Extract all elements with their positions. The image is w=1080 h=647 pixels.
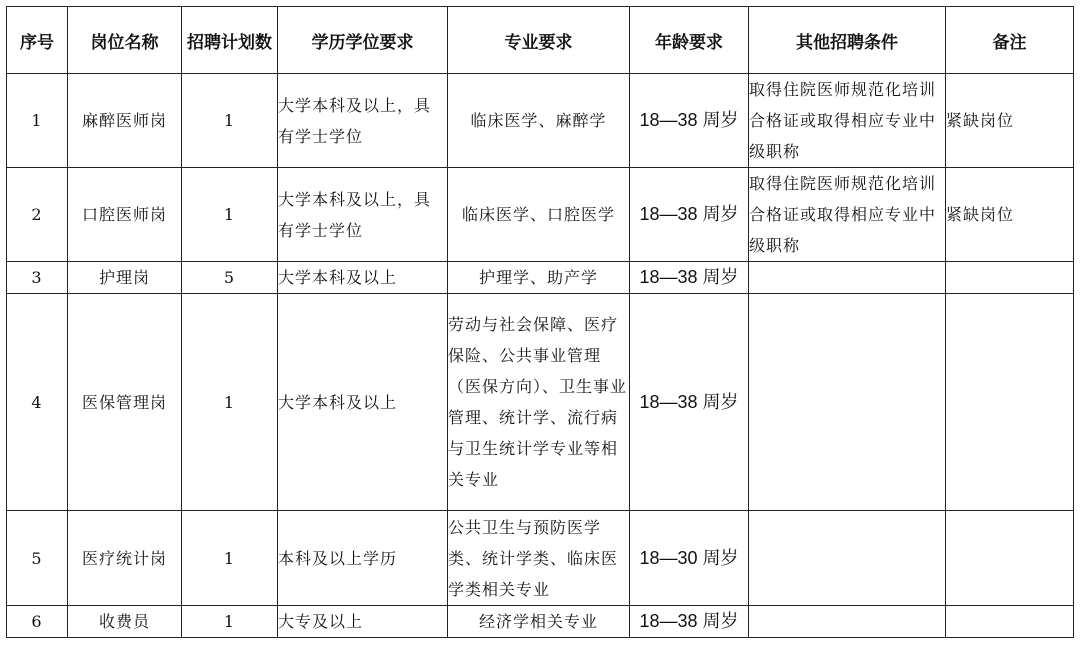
cell-education: 大学本科及以上，具有学士学位 — [278, 74, 448, 168]
header-other-conditions: 其他招聘条件 — [749, 7, 946, 74]
cell-age — [630, 74, 749, 168]
cell-age — [630, 606, 749, 638]
cell-age — [630, 511, 749, 606]
cell-other-conditions — [749, 262, 946, 294]
cell-major: 经济学相关专业 — [448, 606, 630, 638]
cell-education: 大学本科及以上 — [278, 294, 448, 511]
cell-quota: 1 — [182, 511, 278, 606]
cell-post: 医疗统计岗 — [68, 511, 182, 606]
cell-no: 1 — [7, 74, 68, 168]
cell-education: 本科及以上学历 — [278, 511, 448, 606]
table-row — [7, 511, 1074, 606]
cell-remark: 紧缺岗位 — [946, 74, 1074, 168]
table-row — [7, 262, 1074, 294]
cell-age — [630, 294, 749, 511]
cell-quota: 1 — [182, 168, 278, 262]
age-text: 18—38 周岁 — [639, 391, 739, 412]
cell-remark — [946, 606, 1074, 638]
header-age: 年龄要求 — [630, 7, 749, 74]
cell-other-conditions — [749, 606, 946, 638]
cell-no: 3 — [7, 262, 68, 294]
cell-other-conditions — [749, 294, 946, 511]
table-row — [7, 74, 1074, 168]
cell-education: 大学本科及以上 — [278, 262, 448, 294]
cell-post: 医保管理岗 — [68, 294, 182, 511]
header-major: 专业要求 — [448, 7, 630, 74]
age-text: 18—38 周岁 — [639, 611, 739, 631]
cell-quota: 1 — [182, 74, 278, 168]
age-text: 18—38 周岁 — [639, 110, 739, 130]
cell-age — [630, 262, 749, 294]
cell-post: 收费员 — [68, 606, 182, 638]
cell-post: 麻醉医师岗 — [68, 74, 182, 168]
cell-major: 临床医学、口腔医学 — [448, 168, 630, 262]
cell-other-conditions: 取得住院医师规范化培训合格证或取得相应专业中级职称 — [749, 168, 946, 262]
header-education: 学历学位要求 — [278, 7, 448, 74]
table-header-row — [7, 7, 1074, 74]
cell-other-conditions: 取得住院医师规范化培训合格证或取得相应专业中级职称 — [749, 74, 946, 168]
header-quota: 招聘计划数 — [182, 7, 278, 74]
cell-remark — [946, 294, 1074, 511]
cell-major: 临床医学、麻醉学 — [448, 74, 630, 168]
cell-post: 护理岗 — [68, 262, 182, 294]
header-remark: 备注 — [946, 7, 1074, 74]
cell-other-conditions — [749, 511, 946, 606]
cell-remark — [946, 511, 1074, 606]
cell-major: 公共卫生与预防医学类、统计学类、临床医学类相关专业 — [448, 511, 630, 606]
table-row — [7, 294, 1074, 511]
age-text: 18—38 周岁 — [639, 267, 739, 287]
age-text: 18—38 周岁 — [639, 204, 739, 224]
cell-quota: 5 — [182, 262, 278, 294]
cell-post: 口腔医师岗 — [68, 168, 182, 262]
table-row — [7, 168, 1074, 262]
header-no: 序号 — [7, 7, 68, 74]
cell-major: 劳动与社会保障、医疗保险、公共事业管理（医保方向）、卫生事业管理、统计学、流行病与卫生统计学专业等相关专业 — [448, 294, 630, 511]
cell-remark: 紧缺岗位 — [946, 168, 1074, 262]
recruitment-table — [6, 6, 1074, 638]
cell-major: 护理学、助产学 — [448, 262, 630, 294]
cell-no: 4 — [7, 294, 68, 511]
cell-remark — [946, 262, 1074, 294]
cell-no: 2 — [7, 168, 68, 262]
cell-education: 大学本科及以上，具有学士学位 — [278, 168, 448, 262]
cell-quota: 1 — [182, 294, 278, 511]
cell-quota: 1 — [182, 606, 278, 638]
cell-no: 5 — [7, 511, 68, 606]
age-text: 18—30 周岁 — [639, 547, 739, 568]
table-row — [7, 606, 1074, 638]
header-post: 岗位名称 — [68, 7, 182, 74]
cell-age — [630, 168, 749, 262]
cell-no: 6 — [7, 606, 68, 638]
cell-education: 大专及以上 — [278, 606, 448, 638]
